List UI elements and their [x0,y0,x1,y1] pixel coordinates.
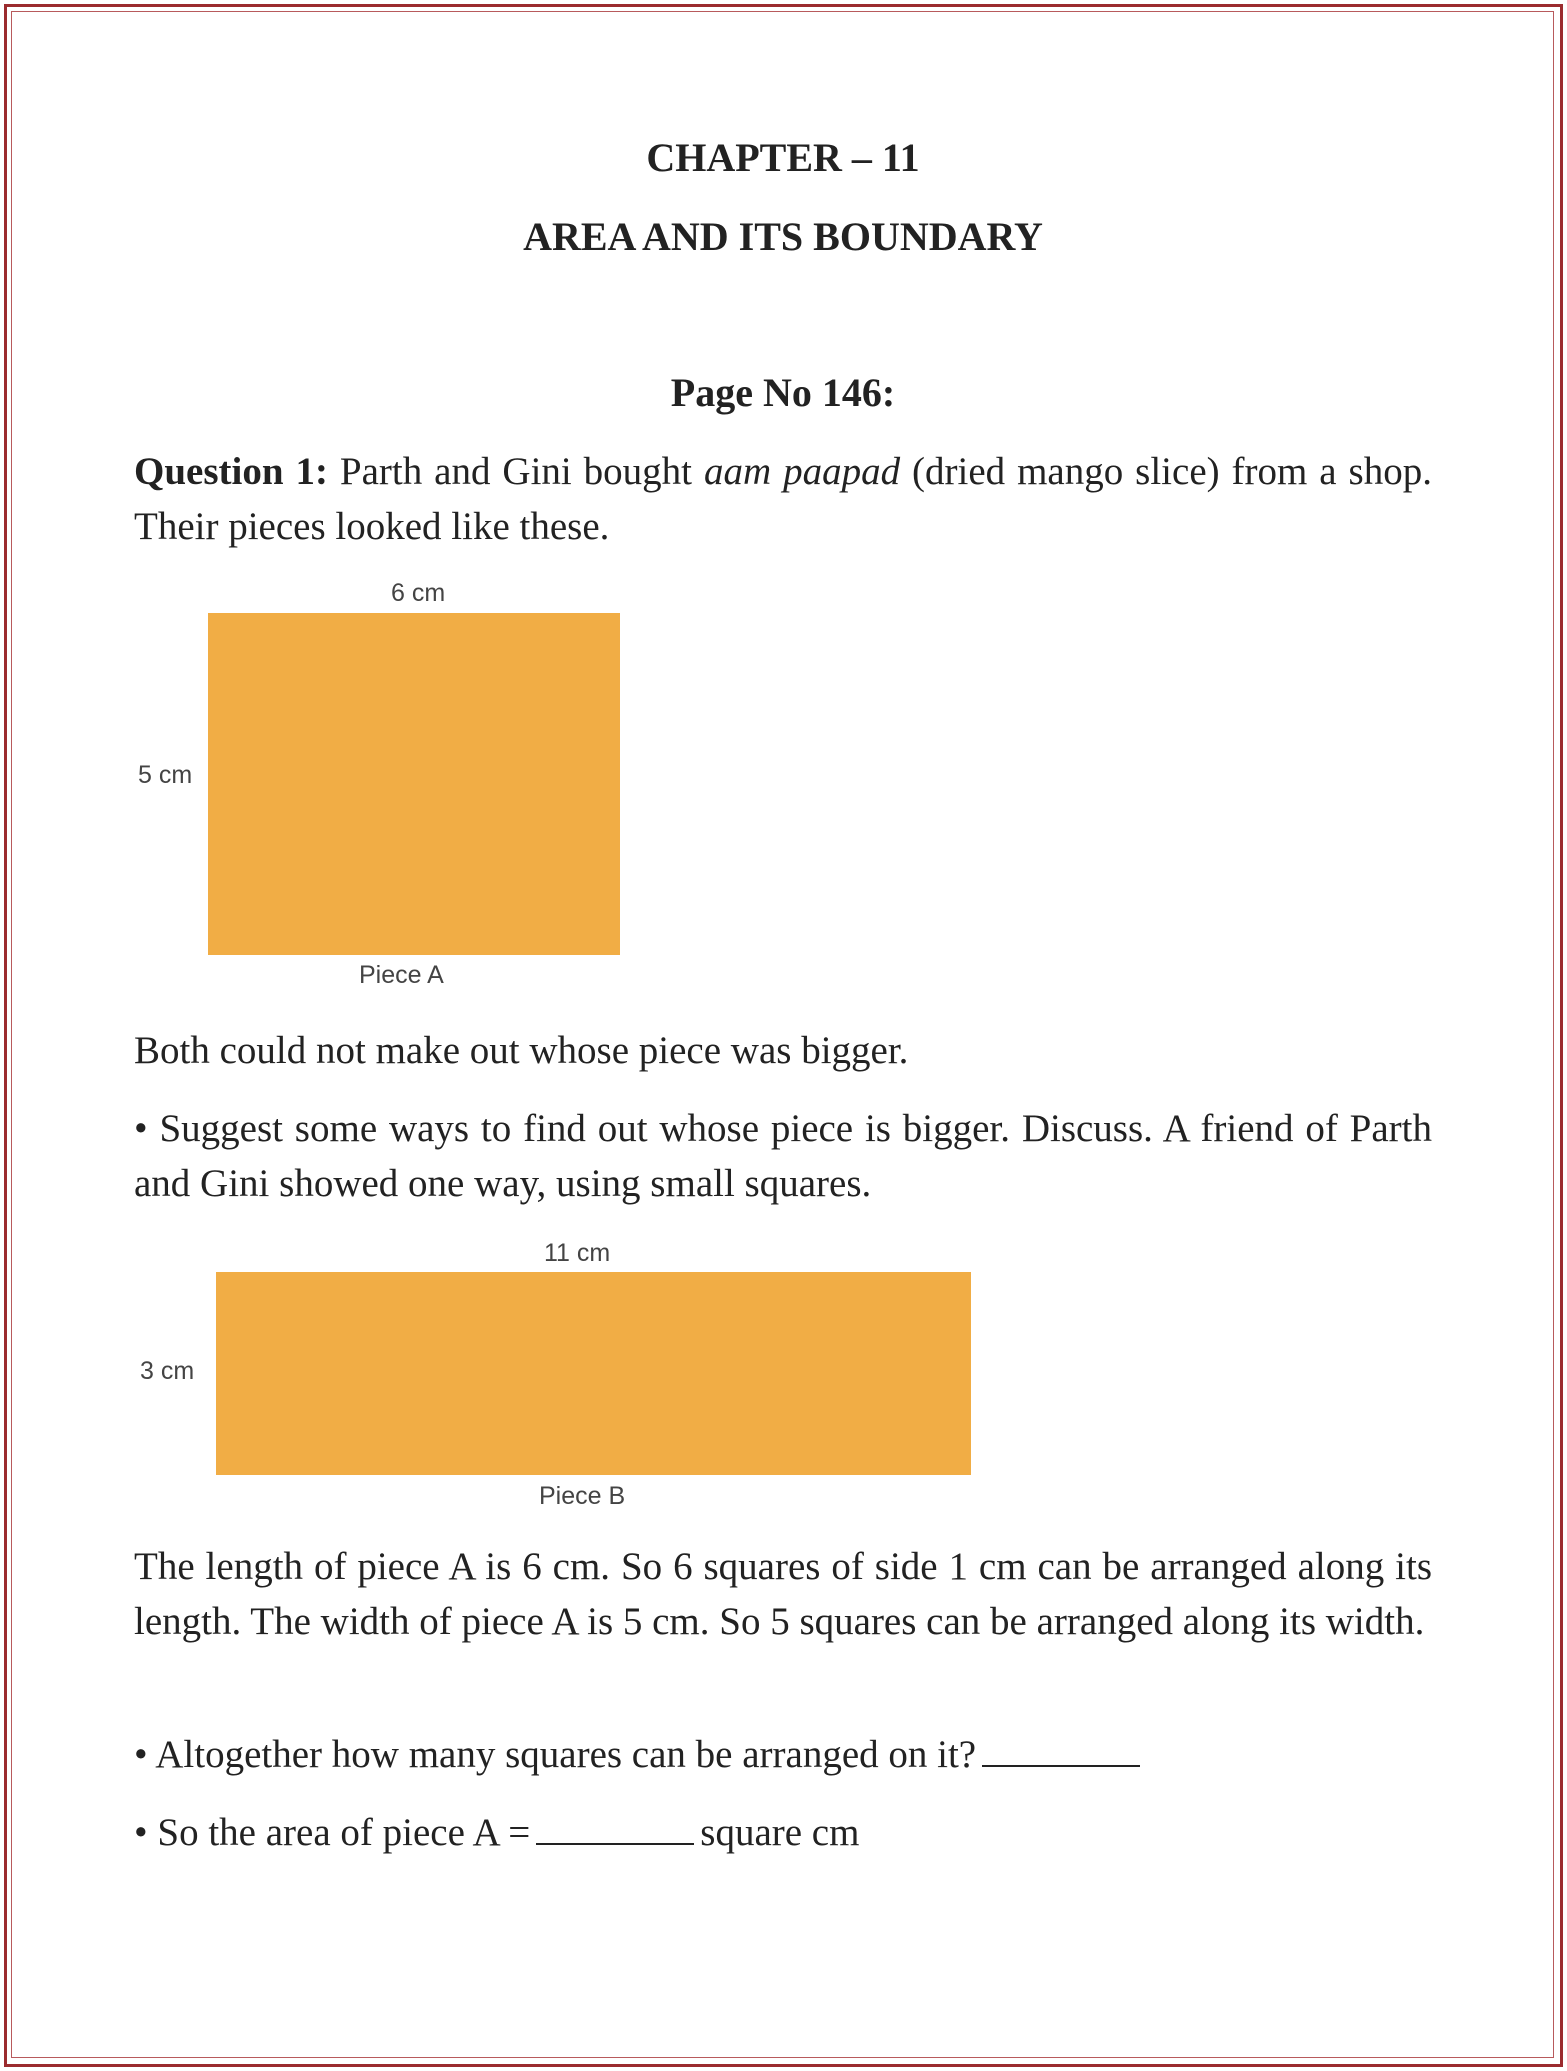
question-altogether-text: • Altogether how many squares can be arranged on it? [134,1733,977,1776]
question-area-before: • So the area of piece A = [134,1811,531,1854]
chapter-title: AREA AND ITS BOUNDARY [523,214,1043,259]
figure-piece-b [134,1235,1014,1515]
piece-a-length-label: 6 cm [391,579,446,607]
piece-a-rectangle [208,613,620,955]
question-area-after: square cm [700,1811,860,1854]
question-1-label: Question 1: [134,450,328,493]
paragraph-both: Both could not make out whose piece was bigger. [134,1029,909,1072]
piece-b-length-label: 11 cm [544,1239,611,1267]
paragraph-length: The length of piece A is 6 cm. So 6 squares of side 1 cm can be arranged along its length. The width of piece A is 5 cm. So 5 squares can be arranged along its width. [134,1545,1432,1643]
piece-b-caption: Piece B [539,1482,626,1510]
question-area [134,1805,1432,1860]
figure-piece-a [134,575,654,995]
page-number-heading: Page No 146: [670,370,896,415]
piece-b-width-label: 3 cm [140,1357,195,1385]
question-1-text-after: (dried mango slice) from a shop. Their pieces looked like these. [134,450,1432,548]
chapter-heading: CHAPTER – 11 [646,135,920,180]
question-1-text-before: Parth and Gini bought [327,450,704,493]
question-1-text [134,444,1432,554]
piece-b-rectangle [216,1272,971,1475]
question-altogether [134,1727,1432,1782]
question-1-italic-term: aam paapad [703,450,901,493]
piece-a-width-label: 5 cm [138,761,193,789]
paragraph-suggest: • Suggest some ways to find out whose piece is bigger. Discuss. A friend of Parth and Gini showed one way, using small squares. [134,1107,1432,1205]
answer-blank-squares [982,1735,1140,1767]
answer-blank-area [536,1813,694,1845]
piece-a-caption: Piece A [359,961,444,989]
